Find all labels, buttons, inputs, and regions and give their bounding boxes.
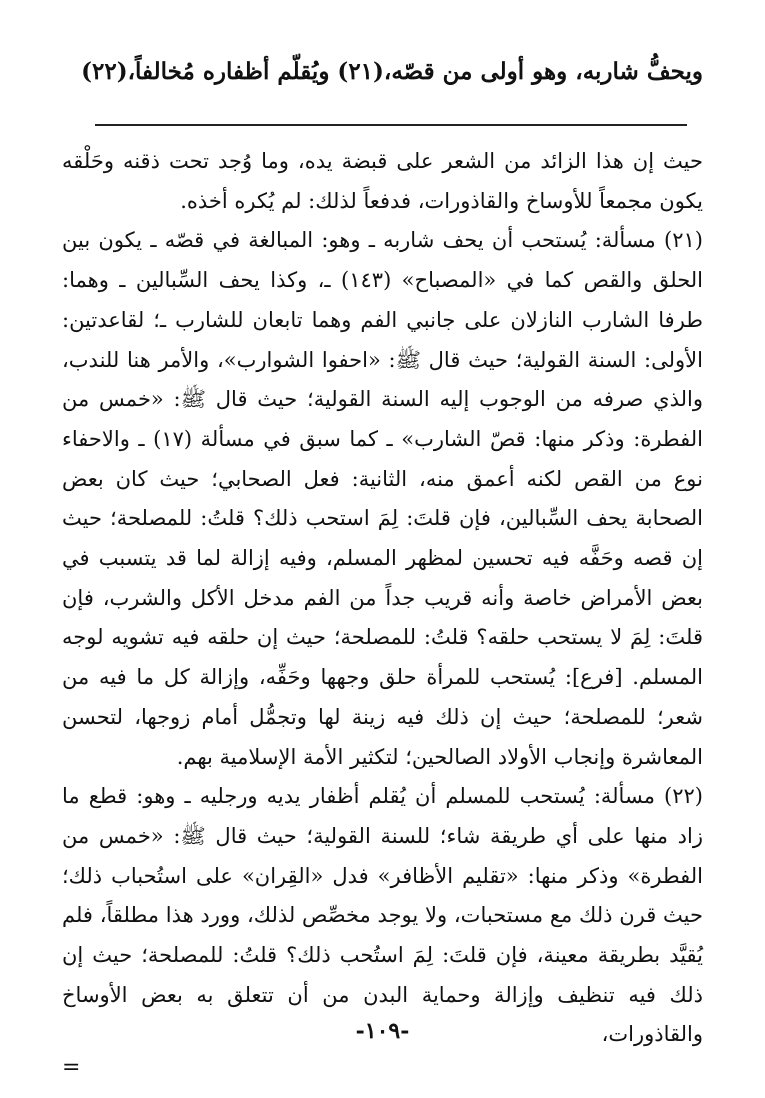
- issue-21-paragraph: (٢١) مسألة: يُستحب أن يحف شاربه ـ وهو: المبالغة في قصّه ـ يكون بين الحلق والقص كما في «المصباح» (١٤٣) ـ، وكذا يحف السِّبالين ـ وهما: طرفا الشارب النازلان على جانبي الفم وهما تابعان للشارب ـ؛ لقاعدتين: الأولى: السنة القولية؛ حيث قال ﷺ: «احفوا الشوارب»، والأمر هنا للندب، والذي صرفه من الوجوب إليه السنة القولية؛ حيث قال ﷺ: «خمس من الفطرة: وذكر منها: قصّ الشارب» ـ كما سبق في مسألة (١٧) ـ والاحفاء نوع من القص لكنه أعمق منه، الثانية: فعل الصحابي؛ حيث كان بعض الصحابة يحف السِّبالين، فإن قلتَ: لِمَ استحب ذلك؟ قلتُ: للمصلحة؛ حيث إن قصه وحَفَّه فيه تحسين لمظهر المسلم، وفيه إزالة لما قد يتسبب في بعض الأمراض خاصة وأنه قريب جداً من الفم مدخل الأكل والشرب، فإن قلتَ: لِمَ لا يستحب حلقه؟ قلتُ: للمصلحة؛ حيث إن حلقه فيه تشويه لوجه المسلم. [فرع]: يُستحب للمرأة حلق وجهها وحَفِّه، وإزالة كل ما فيه من شعر؛ للمصلحة؛ حيث إن ذلك فيه زينة لها وتجمُّل أمام زوجها، لتحسن المعاشرة وإنجاب الأولاد الصالحين؛ لتكثير الأمة الإسلامية بهم.: [62, 228, 704, 769]
- header-verse: ويحفُّ شاربه، وهو أولى من قصّه،(٢١) ويُقلّم أظفاره مُخالفاً،(٢٢): [81, 58, 703, 85]
- commentary-body: [62, 142, 703, 1081]
- divider-line: [95, 124, 687, 126]
- page-number: -١٠٩-: [355, 1018, 410, 1044]
- issue-22-paragraph: (٢٢) مسألة: يُستحب للمسلم أن يُقلم أظفار يديه ورجليه ـ وهو: قطع ما زاد منها على أي طريقة شاء؛ للسنة القولية؛ حيث قال ﷺ: «خمس من الفطرة» وذكر منها: «تقليم الأظافر» فدل «القِران» على استُحباب ذلك؛ حيث قرن ذلك مع مستحبات، ولا يوجد مخصِّص لذلك، وورد هذا مطلقاً، فلم يُقيَّد بطريقة معينة، فإن قلتَ: لِمَ استُحب ذلك؟ قلتُ: للمصلحة؛ حيث إن ذلك فيه تنظيف وإزالة وحماية البدن من أن تتعلق به بعض الأوساخ والقاذورات،: [62, 784, 703, 1047]
- continuation-mark: =: [62, 1055, 81, 1081]
- intro-paragraph: حيث إن هذا الزائد من الشعر على قبضة يده، وما وُجد تحت ذقنه وحَلْقه يكون مجمعاً للأوساخ والقاذورات، فدفعاً لذلك: لم يُكره أخذه.: [62, 149, 703, 213]
